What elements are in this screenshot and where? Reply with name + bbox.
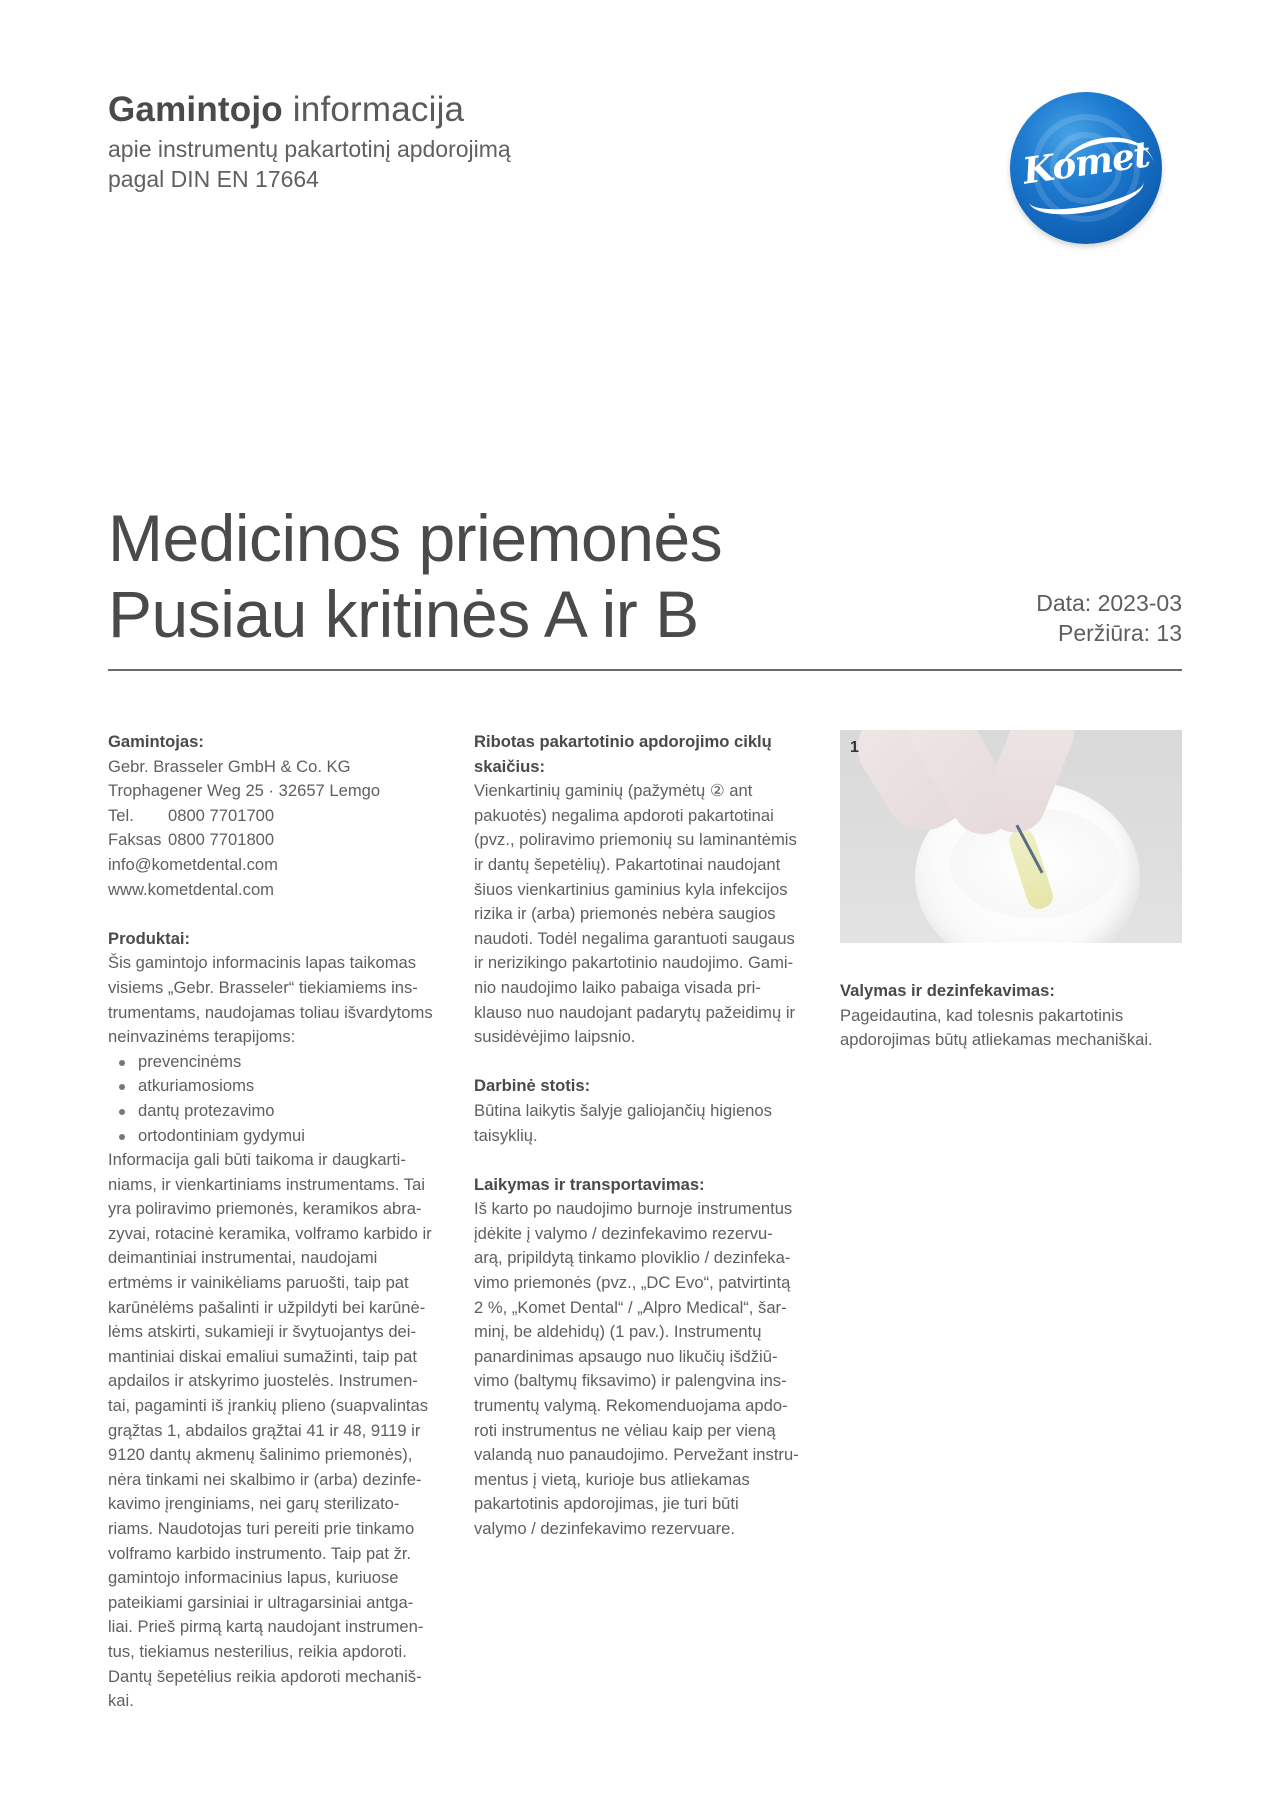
phone-label: Tel. <box>108 805 134 825</box>
body-line: neinvazinėms terapijoms: <box>108 1027 296 1047</box>
document-meta <box>1036 588 1182 648</box>
section-manufacturer <box>108 730 453 902</box>
body-line: (pvz., poliravimo priemonių su laminantėmis <box>474 830 797 850</box>
body-line: pateikiami garsiniai ir ultragarsiniai antga- <box>108 1592 414 1612</box>
body-line: pakuotės) negalima apdoroti pakartotinai <box>474 805 774 825</box>
page-title-line: Pusiau kritinės A ir B <box>108 577 699 651</box>
body-line: 9120 dantų akmenų šalinimo priemonės), <box>108 1445 413 1465</box>
body-line: Pageidautina, kad tolesnis pakartotinis <box>840 1005 1124 1025</box>
list-item: dantų protezavimo <box>108 1099 453 1124</box>
therapy-list <box>108 1050 453 1148</box>
body-line: trumentų valymą. Rekomenduojama apdo- <box>474 1396 788 1416</box>
body-line: vimo priemonės (pvz., „DC Evo“, patvirtintą <box>474 1273 791 1293</box>
section-cleaning-disinfection <box>840 979 1182 1053</box>
body-line: niams, ir vienkartiniams instrumentams. Tai <box>108 1174 425 1194</box>
page-title <box>108 500 722 652</box>
body-line: klauso nuo naudojant padarytų pažeidimų ir <box>474 1002 796 1022</box>
body-line: kai. <box>108 1691 134 1711</box>
body-line: pakartotinis apdorojimas, jie turi būti <box>474 1494 739 1514</box>
body-line: Vienkartinių gaminių (pažymėtų ② ant <box>474 781 753 801</box>
header-subtitle-line: apie instrumentų pakartotinį apdorojimą <box>108 136 511 162</box>
page-title-line: Medicinos priemonės <box>108 501 723 575</box>
section-workstation <box>474 1074 819 1148</box>
body-line: arą, pripildytą tinkamo ploviklio / dezinfeka- <box>474 1248 791 1268</box>
section-heading: Valymas ir dezinfekavimas: <box>840 981 1055 1000</box>
figure-1-photo <box>840 730 1182 943</box>
body-line: zyvai, rotacinė keramika, volframo karbido ir <box>108 1223 432 1243</box>
column-left <box>108 730 453 1738</box>
body-line: minį, be aldehidų) (1 pav.). Instrumentų <box>474 1322 762 1342</box>
body-line: roti instrumentus ne vėliau kaip per vieną <box>474 1420 776 1440</box>
section-heading: skaičius: <box>474 756 546 776</box>
body-line: yra poliravimo priemonės, keramikos abra- <box>108 1199 422 1219</box>
body-line: liai. Prieš pirmą kartą naudojant instrumen- <box>108 1617 424 1637</box>
column-middle <box>474 730 819 1566</box>
phone-row <box>108 804 453 829</box>
body-line: nio naudojimo laiko pabaiga visada pri- <box>474 977 761 997</box>
body-line: visiems „Gebr. Brasseler“ tiekiamiems ins- <box>108 977 418 997</box>
logo-text: Komet <box>1020 133 1152 193</box>
body-line: mantiniai diskai emaliui sumažinti, taip pat <box>108 1346 417 1366</box>
body-line: įdėkite į valymo / dezinfekavimo rezervu- <box>474 1223 773 1243</box>
body-line: apdailos ir atskyrimo juostelės. Instrumen- <box>108 1371 418 1391</box>
body-line: lėms atskirti, sukamieji ir švytuojantys dei- <box>108 1322 416 1342</box>
body-line: taisyklių. <box>474 1125 538 1145</box>
body-line: susidėvėjimo laipsnio. <box>474 1027 636 1047</box>
section-storage-transport <box>474 1173 819 1542</box>
body-line: apdorojimas būtų atliekamas mechaniškai. <box>840 1030 1153 1050</box>
company-name: Gebr. Brasseler GmbH & Co. KG <box>108 756 351 776</box>
body-line: gamintojo informacinius lapus, kuriuose <box>108 1568 399 1588</box>
section-heading: Darbinė stotis: <box>474 1076 591 1096</box>
email-link[interactable]: info@kometdental.com <box>108 854 278 874</box>
list-item: atkuriamosioms <box>108 1074 453 1099</box>
body-line: rizika ir (arba) priemonės nebėra saugios <box>474 904 776 924</box>
column-right <box>840 730 1182 1077</box>
body-line: tai, pagaminti iš įrankių plieno (suapvalintas <box>108 1396 429 1416</box>
body-line: riams. Naudotojas turi pereiti prie tinkamo <box>108 1519 415 1538</box>
body-line: 2 %, „Komet Dental“ / „Alpro Medical“, šar- <box>474 1297 787 1317</box>
body-line: šiuos vienkartinius gaminius kyla infekcijos <box>474 879 788 899</box>
body-line: trumentams, naudojamas toliau išvardytoms <box>108 1002 433 1022</box>
body-line: grąžtas 1, abdailos grąžtai 41 ir 48, 9119 ir <box>108 1420 421 1440</box>
body-line: karūnėlėms pašalinti ir užpildyti bei karūnė- <box>108 1297 426 1317</box>
komet-logo <box>1010 92 1162 244</box>
section-limited-cycles <box>474 730 819 1050</box>
header-title-light: informacija <box>292 90 465 129</box>
fax-row <box>108 828 453 853</box>
body-line: ertmėms ir vainikėliams paruošti, taip pat <box>108 1273 409 1293</box>
body-line: volframo karbido instrumento. Taip pat žr. <box>108 1543 412 1563</box>
body-line: ir nerizikingo pakartotinio naudojimo. Gami- <box>474 953 794 973</box>
section-heading: Laikymas ir transportavimas: <box>474 1174 705 1194</box>
document-revision: Peržiūra: 13 <box>1057 620 1182 646</box>
document-date: Data: 2023-03 <box>1036 590 1182 616</box>
website-link[interactable]: www.kometdental.com <box>108 879 275 899</box>
body-line: kavimo įrenginiams, nei garų sterilizato- <box>108 1494 400 1514</box>
section-heading: Gamintojas: <box>108 732 204 751</box>
body-line: Iš karto po naudojimo burnoje instrumentus <box>474 1199 793 1219</box>
body-line: Informacija gali būti taikoma ir daugkarti- <box>108 1150 406 1170</box>
body-line: Šis gamintojo informacinis lapas taikomas <box>108 953 417 973</box>
company-address: Trophagener Weg 25 · 32657 Lemgo <box>108 781 381 801</box>
body-line: valandą nuo panaudojimo. Pervežant instru- <box>474 1445 799 1465</box>
body-line: Būtina laikytis šalyje galiojančių higienos <box>474 1100 772 1120</box>
document-header <box>108 88 511 194</box>
section-products <box>108 927 453 1714</box>
fax-label: Faksas <box>108 830 162 850</box>
list-item: prevencinėms <box>108 1050 453 1075</box>
body-line: naudoti. Todėl negalima garantuoti saugaus <box>474 928 795 948</box>
figure-number: 1 <box>850 739 859 756</box>
section-heading: Ribotas pakartotinio apdorojimo ciklų <box>474 732 772 751</box>
title-divider <box>108 669 1182 671</box>
header-subtitle <box>108 134 511 194</box>
header-title-bold: Gamintojo <box>108 90 283 129</box>
body-line: panardinimas apsaugo nuo likučių išdžiū- <box>474 1346 778 1366</box>
body-line: ir dantų šepetėlių). Pakartotinai naudojant <box>474 854 781 874</box>
section-heading: Produktai: <box>108 928 191 948</box>
body-line: tus, tiekiamus nesterilius, reikia apdoroti. <box>108 1641 407 1661</box>
list-item: ortodontiniam gydymui <box>108 1124 453 1149</box>
phone-number: 0800 7701700 <box>168 805 275 825</box>
body-line: vimo (baltymų fiksavimo) ir palengvina ins- <box>474 1371 787 1391</box>
header-subtitle-line: pagal DIN EN 17664 <box>108 166 319 192</box>
body-line: mentus į vietą, kurioje bus atliekamas <box>474 1469 750 1489</box>
body-line: Dantų šepetėlius reikia apdoroti mechaniš- <box>108 1666 422 1686</box>
header-title <box>108 88 511 132</box>
body-line: valymo / dezinfekavimo rezervuare. <box>474 1519 735 1538</box>
fax-number: 0800 7701800 <box>168 830 275 850</box>
body-line: nėra tinkami nei skalbimo ir (arba) dezinfe- <box>108 1469 422 1489</box>
body-line: deimantiniai instrumentai, naudojami <box>108 1248 378 1268</box>
